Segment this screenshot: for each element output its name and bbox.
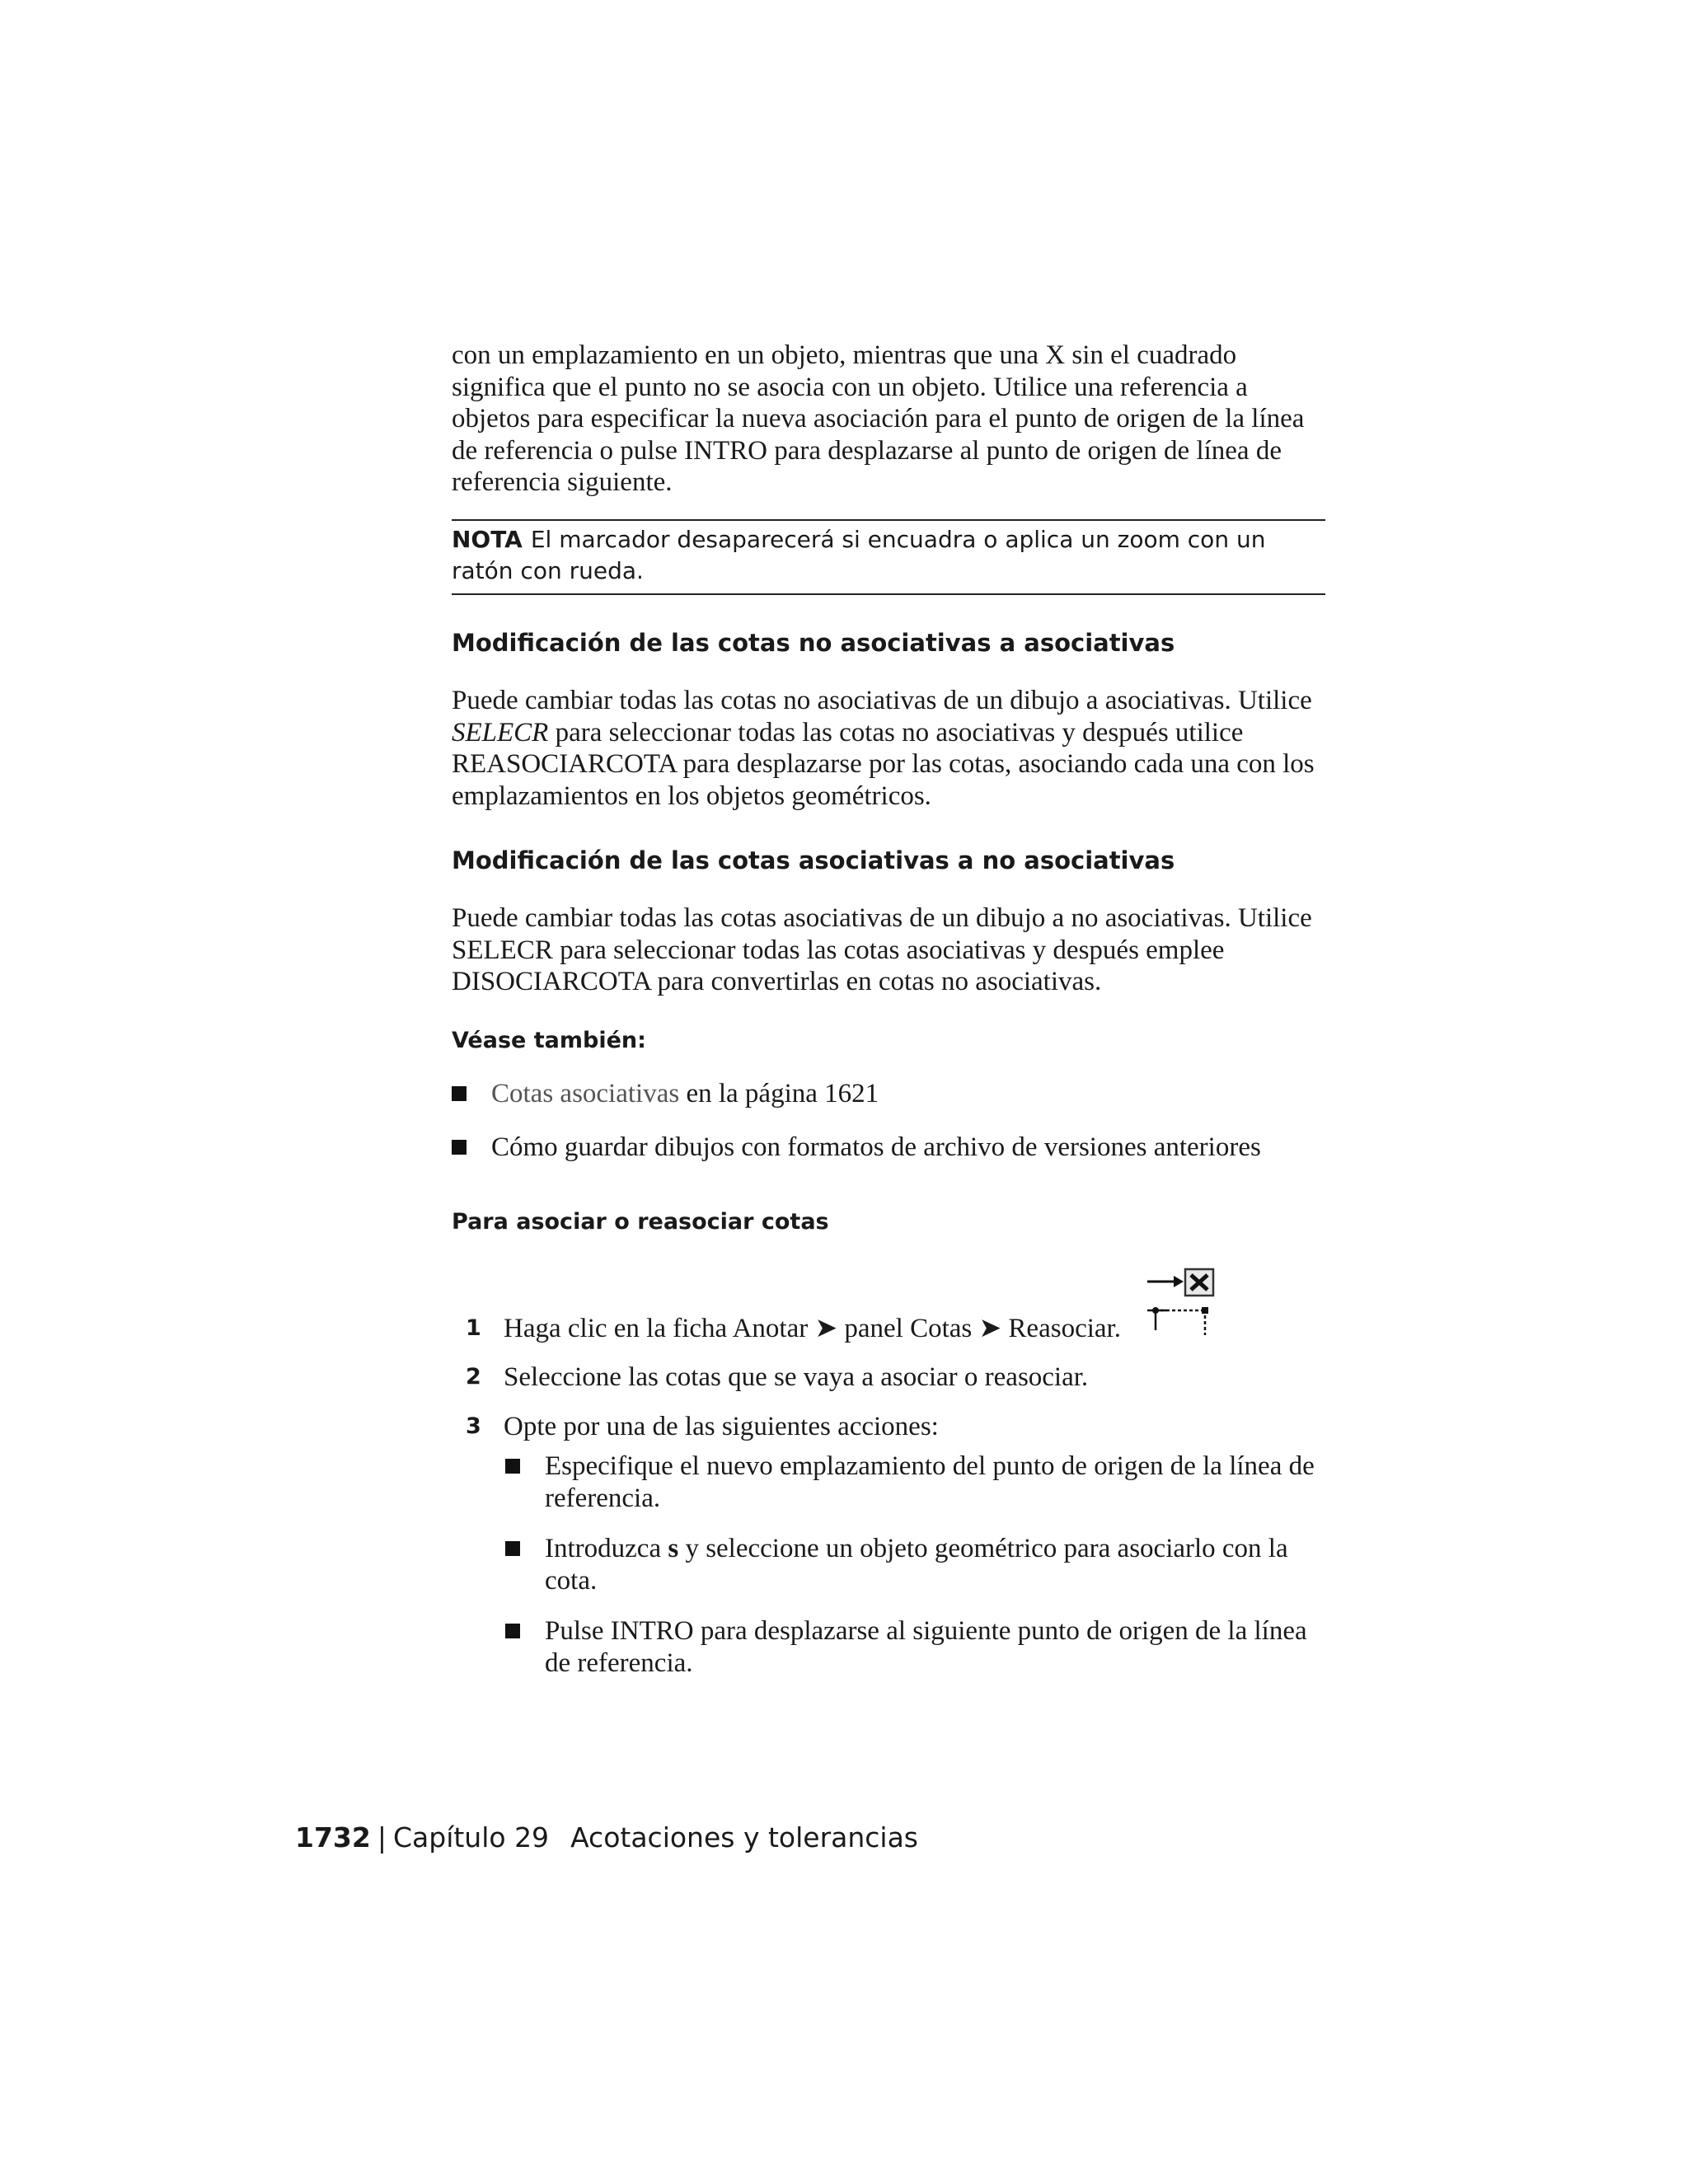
option-text-after: y seleccione un objeto geométrico para asociarlo con la cota.	[545, 1534, 1288, 1596]
step-number: 3	[466, 1413, 481, 1439]
see-also-link[interactable]: Cotas asociativas	[491, 1079, 680, 1108]
page-footer	[295, 1821, 918, 1854]
bullet-square-icon	[505, 1624, 520, 1638]
step-number: 1	[466, 1315, 481, 1341]
chapter-title: Acotaciones y tolerancias	[570, 1821, 919, 1854]
option-item	[505, 1451, 1326, 1514]
step-text: Seleccione las cotas que se vaya a asociar o reasociar.	[504, 1362, 1089, 1392]
see-also-title: Véase también:	[452, 1028, 646, 1053]
intro-paragraph	[452, 340, 1325, 499]
selecr-command: SELECR	[452, 717, 549, 748]
section-heading-assoc-to-non-assoc	[452, 846, 1325, 875]
section1-heading: Modificación de las cotas no asociativas a asociativas	[452, 629, 1175, 657]
procedure-step	[466, 1411, 1327, 1443]
section1-paragraph	[452, 685, 1325, 812]
bullet-square-icon	[505, 1459, 520, 1474]
option-text: Especifique el nuevo emplazamiento del punto de origen de la línea de referencia.	[545, 1451, 1315, 1513]
option-text: Pulse INTRO para desplazarse al siguiente punto de origen de la línea de referencia.	[545, 1616, 1307, 1678]
see-also-item	[452, 1132, 1325, 1164]
bullet-square-icon	[505, 1541, 520, 1556]
procedure-step	[466, 1313, 1327, 1345]
option-text: Introduzca	[545, 1534, 668, 1563]
bullet-square-icon	[452, 1140, 467, 1155]
chapter-label: Capítulo 29	[392, 1821, 550, 1854]
section2-text: Puede cambiar todas las cotas asociativas de un dibujo a no asociativas. Utilice SELECR para seleccionar todas las cotas asociativas y después emplee DISOCIARCOTA para convertirlas en cotas no asociativas.	[452, 903, 1312, 996]
option-item	[505, 1615, 1326, 1679]
option-item	[505, 1533, 1326, 1596]
see-also-heading	[452, 1027, 1325, 1055]
section-heading-non-assoc-to-assoc	[452, 628, 1325, 658]
section2-heading: Modificación de las cotas asociativas a no asociativas	[452, 846, 1175, 874]
note-label: NOTA	[452, 526, 523, 553]
see-also-suffix: en la página 1621	[679, 1079, 879, 1108]
section2-paragraph	[452, 902, 1325, 998]
procedure-title: Para asociar o reasociar cotas	[452, 1209, 829, 1235]
option-key: s	[668, 1534, 679, 1563]
page-number: 1732	[295, 1821, 371, 1854]
note-text: El marcador desaparecerá si encuadra o aplica un zoom con un ratón con rueda.	[452, 526, 1266, 584]
procedure-step	[466, 1361, 1327, 1394]
footer-separator: |	[377, 1821, 387, 1854]
step-text: Opte por una de las siguientes acciones:	[504, 1412, 939, 1441]
intro-text: con un emplazamiento en un objeto, mientras que una X sin el cuadrado significa que el punto no se asocia con un objeto. Utilice una referencia a objetos para especificar la nueva asociación para el punto de origen de la línea de referencia o pulse INTRO para desplazarse al punto de origen de línea de referencia siguiente.	[452, 340, 1305, 497]
step-text: Haga clic en la ficha Anotar ➤ panel Cotas ➤ Reasociar.	[504, 1314, 1121, 1343]
note-box	[452, 519, 1325, 595]
section1-text-after: para seleccionar todas las cotas no asociativas y después utilice REASOCIARCOTA para desplazarse por las cotas, asociando cada una con los emplazamientos en los objetos geométricos.	[452, 717, 1315, 811]
section1-text-before: Puede cambiar todas las cotas no asociativas de un dibujo a asociativas. Utilice	[452, 686, 1312, 715]
step-number: 2	[466, 1364, 481, 1390]
bullet-square-icon	[452, 1086, 467, 1101]
procedure-heading	[452, 1208, 1325, 1236]
see-also-suffix: Cómo guardar dibujos con formatos de archivo de versiones anteriores	[491, 1132, 1261, 1162]
see-also-item[interactable]	[452, 1078, 1325, 1110]
